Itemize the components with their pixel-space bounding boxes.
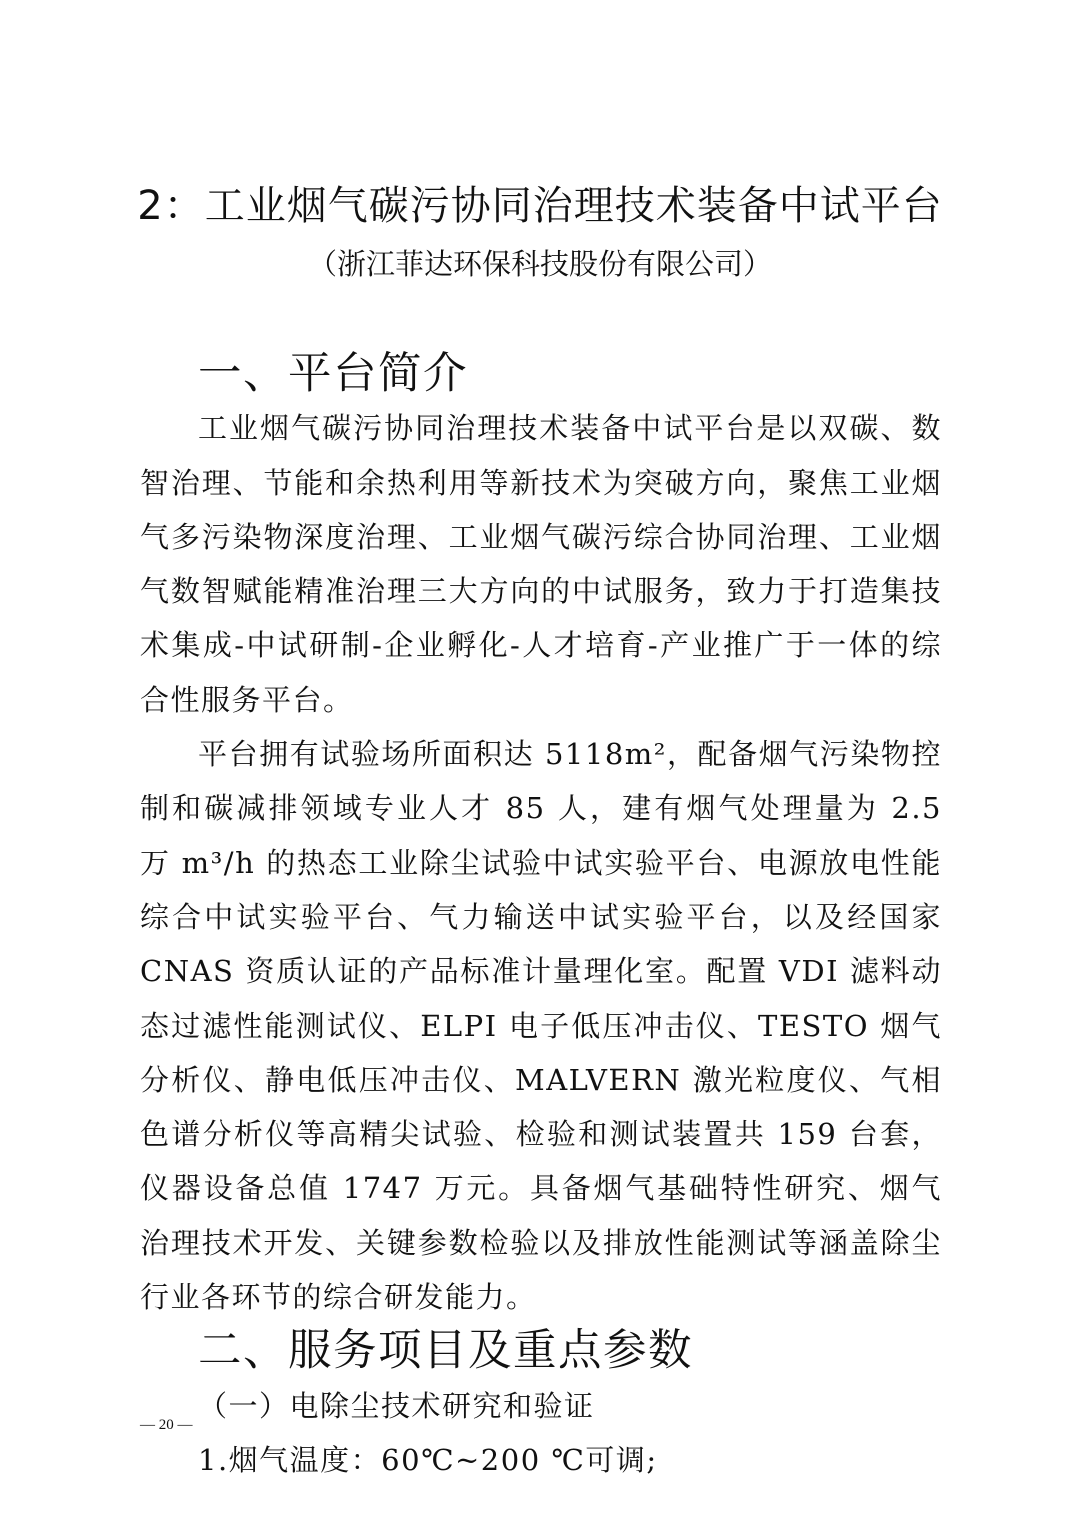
sub-heading-electrostatic: （一）电除尘技术研究和验证: [198, 1388, 595, 1423]
document-body: [140, 347, 942, 1487]
document-title: 2：工业烟气碳污协同治理技术装备中试平台: [137, 183, 943, 229]
facilities-paragraph: 平台拥有试验场所面积达 5118m²，配备烟气污染物控制和碳减排领域专业人才 85 人，建有烟气处理量为 2.5 万 m³/h 的热态工业除尘试验中试实验平台、电源放电性能综合中试实验平台、气力输送中试实验平台，以及经国家 CNAS 资质认证的产品标准计量理化室。配置 VDI 滤料动态过滤性能测试仪、ELPI 电子低压冲击仪、TESTO 烟气分析仪、静电低压冲击仪、MALVERN 激光粒度仪、气相色谱分析仪等高精尖试验、检验和测试装置共 159 台套，仪器设备总值 1747 万元。具备烟气基础特性研究、烟气治理技术开发、关键参数检验以及排放性能测试等涵盖除尘行业各环节的综合研发能力。: [140, 737, 942, 1315]
parameter-item: 1.烟气温度：60℃~200 ℃可调;: [198, 1442, 658, 1477]
section-heading-services: 二、服务项目及重点参数: [198, 1326, 693, 1377]
page-number: — 20 —: [140, 1417, 193, 1433]
section-heading-intro: 一、平台简介: [198, 349, 468, 399]
document-subtitle: （浙江菲达环保科技股份有限公司）: [307, 247, 772, 281]
intro-paragraph: 工业烟气碳污协同治理技术装备中试平台是以双碳、数智治理、节能和余热利用等新技术为突破方向，聚焦工业烟气多污染物深度治理、工业烟气碳污综合协同治理、工业烟气数智赋能精准治理三大方向的中试服务，致力于打造集技术集成-中试研制-企业孵化-人才培育-产业推广于一体的综合性服务平台。: [140, 411, 942, 717]
